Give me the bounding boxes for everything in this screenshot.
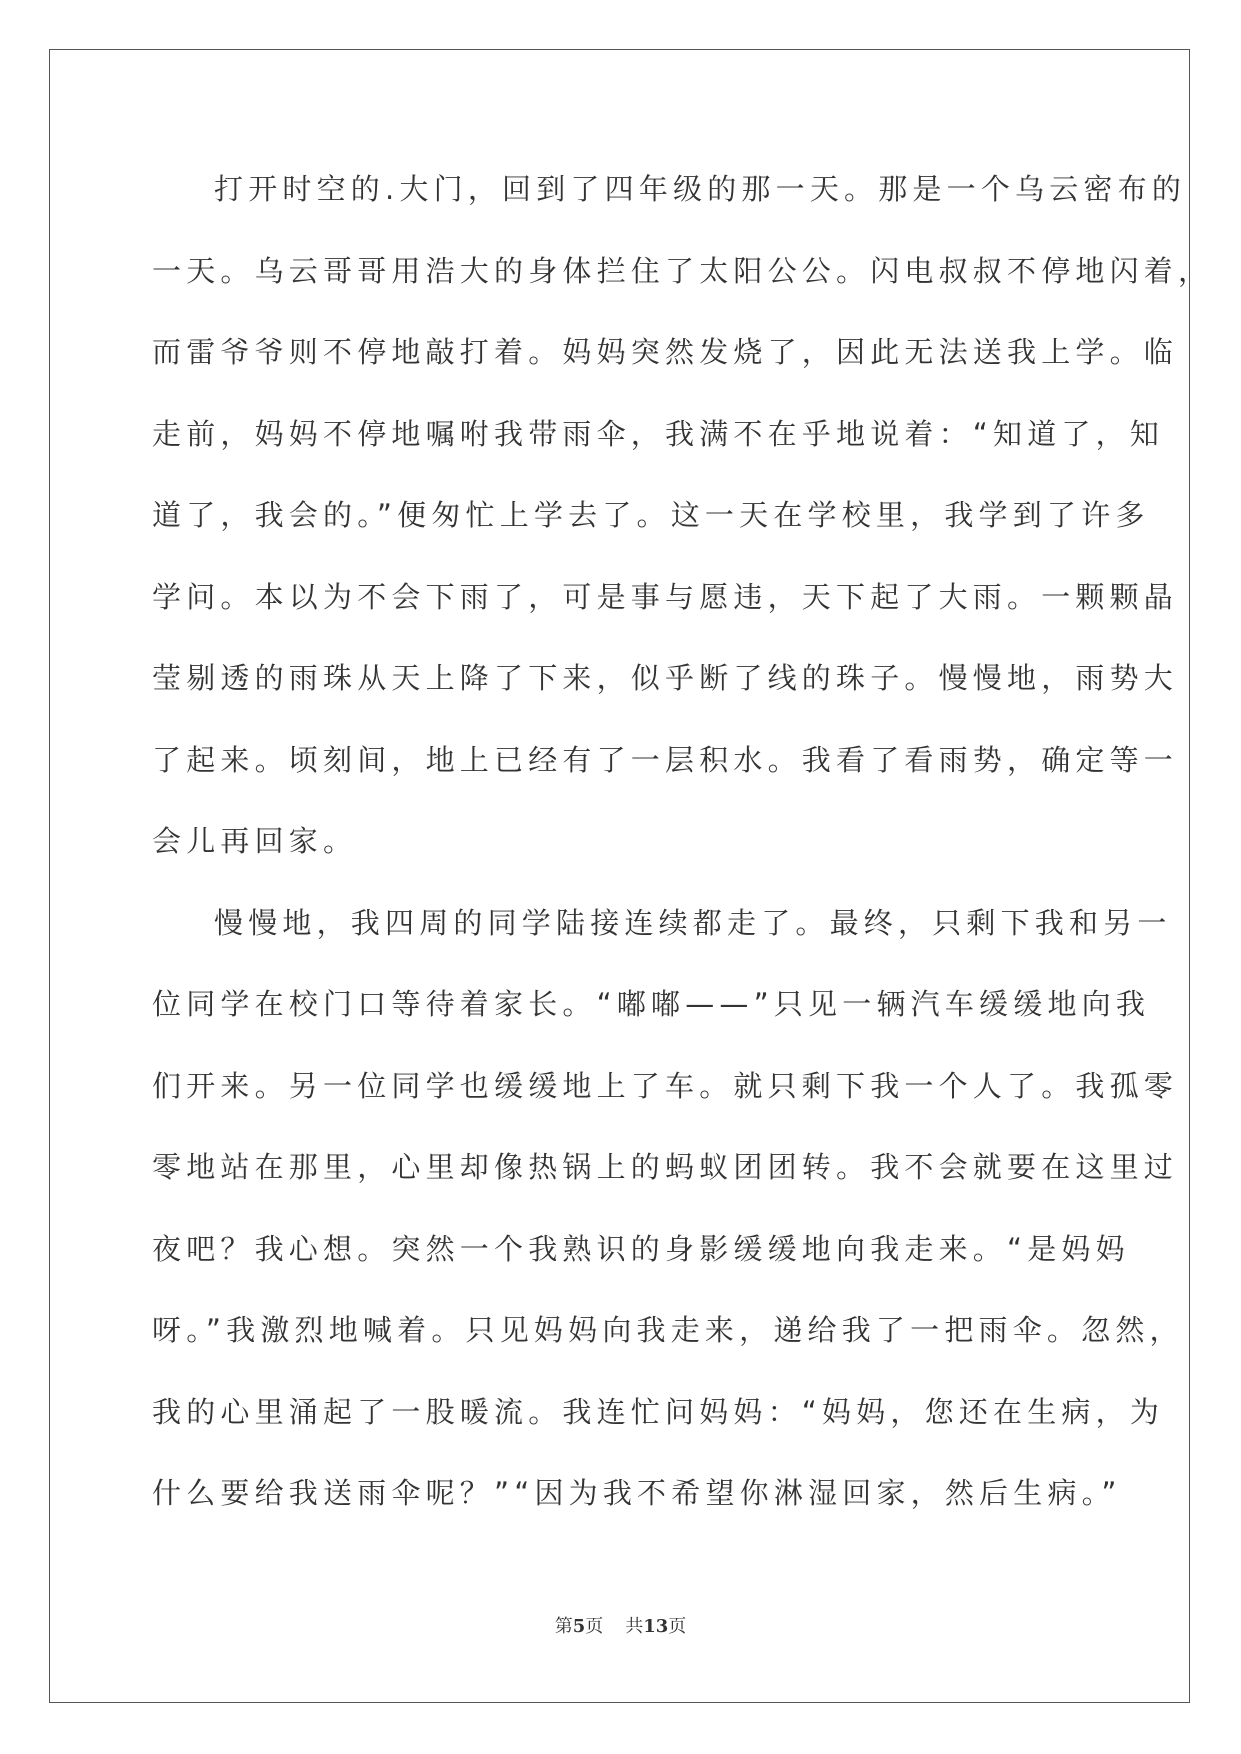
text-line: 位同学在校门口等待着家长。“嘟嘟——”只见一辆汽车缓缓地向我 — [152, 987, 1151, 1021]
page-total: 13 — [643, 1616, 669, 1637]
text-line: 呀。”我激烈地喊着。只见妈妈向我走来，递给我了一把雨伞。忽然， — [152, 1313, 1184, 1347]
text-line: 夜吧？我心想。突然一个我熟识的身影缓缓地向我走来。“是妈妈 — [152, 1231, 1130, 1266]
text-line: 学问。本以为不会下雨了，可是事与愿违，天下起了大雨。一颗颗晶 — [152, 579, 1179, 614]
text-line: 道了，我会的。”便匆忙上学去了。这一天在学校里，我学到了许多 — [152, 498, 1150, 532]
text-line: 走前，妈妈不停地嘱咐我带雨伞，我满不在乎地说着：“知道了，知 — [152, 416, 1165, 451]
page-suffix: 页 — [585, 1616, 604, 1637]
text-line: 莹剔透的雨珠从天上降了下来，似乎断了线的珠子。慢慢地，雨势大 — [152, 661, 1179, 695]
total-suffix: 页 — [668, 1616, 687, 1637]
page-footer — [0, 1612, 1241, 1638]
text-line: 我的心里涌起了一股暖流。我连忙问妈妈：“妈妈，您还在生病，为 — [152, 1394, 1165, 1429]
text-line: 而雷爷爷则不停地敲打着。妈妈突然发烧了，因此无法送我上学。临 — [152, 335, 1179, 369]
text-line: 们开来。另一位同学也缓缓地上了车。就只剩下我一个人了。我孤零 — [152, 1068, 1179, 1103]
text-line: 慢慢地，我四周的同学陆接连续都走了。最终，只剩下我和另一 — [214, 905, 1172, 940]
text-line: 什么要给我送雨伞呢？”“因为我不希望你淋湿回家，然后生病。” — [152, 1476, 1122, 1510]
total-prefix: 共 — [625, 1616, 644, 1637]
text-line: 了起来。顷刻间，地上已经有了一层积水。我看了看雨势，确定等一 — [152, 742, 1179, 777]
page-prefix: 第 — [554, 1616, 573, 1637]
text-line: 会儿再回家。 — [152, 824, 358, 858]
text-line: 打开时空的.大门，回到了四年级的那一天。那是一个乌云密布的 — [214, 172, 1187, 206]
text-line: 零地站在那里，心里却像热锅上的蚂蚁团团转。我不会就要在这里过 — [152, 1150, 1179, 1184]
text-line: 一天。乌云哥哥用浩大的身体拦住了太阳公公。闪电叔叔不停地闪着， — [152, 253, 1213, 288]
page-current: 5 — [572, 1616, 586, 1637]
document-body — [152, 160, 1213, 1546]
